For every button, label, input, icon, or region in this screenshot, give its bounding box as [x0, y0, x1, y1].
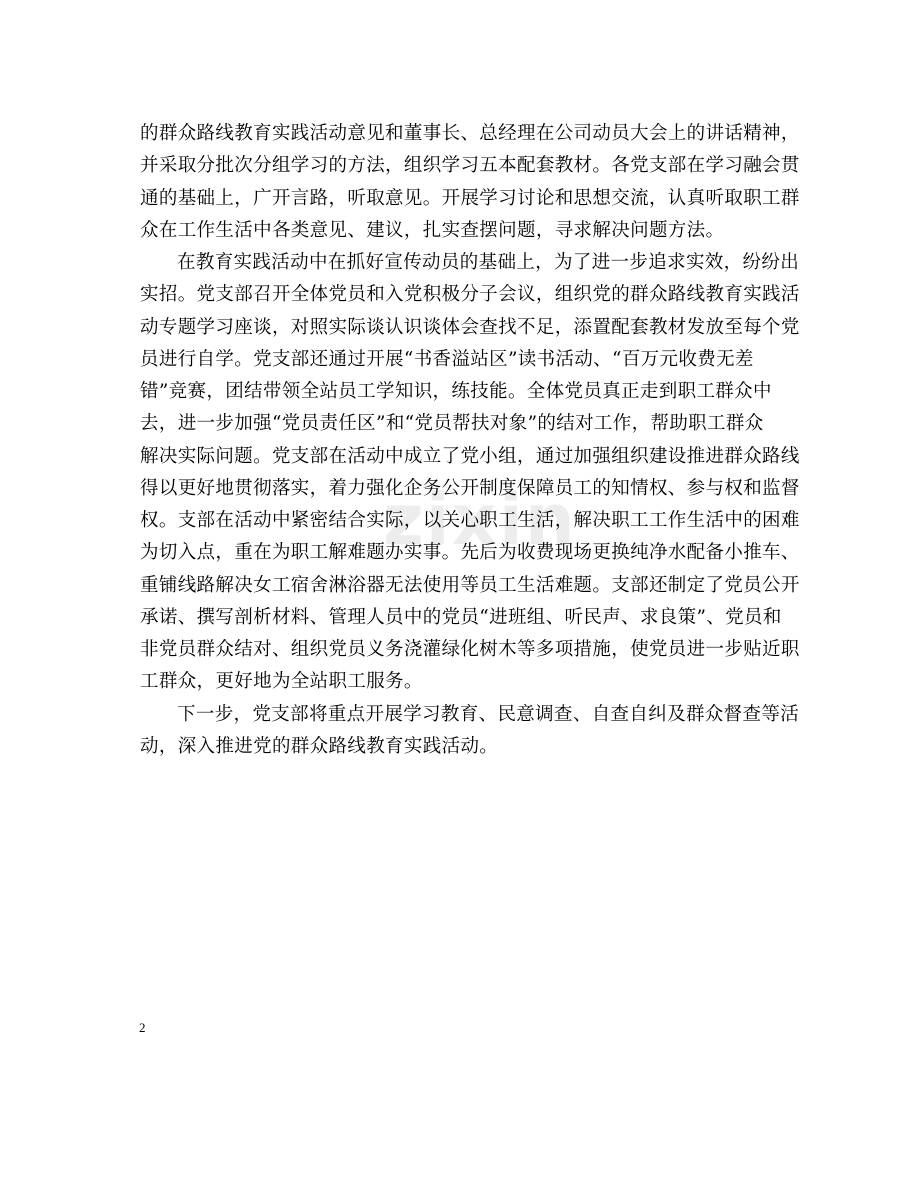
text-line: 工群众，更好地为全站职工服务。: [140, 671, 423, 693]
text-line: 错”竞赛，团结带领全站员工学知识，练技能。全体党员真正走到职工群众中: [140, 381, 772, 402]
text-line: 动，深入推进党的群众路线教育实践活动。: [140, 735, 499, 757]
text-line: 为切入点，重在为职工解难题办实事。先后为收费现场更换纯净水配备小推车、: [140, 542, 800, 564]
text-line: 去，进一步加强“党员责任区”和“党员帮扶对象”的结对工作，帮助职工群众: [140, 413, 764, 435]
text-line: 得以更好地贯彻落实，着力强化企务公开制度保障员工的知情权、参与权和监督: [140, 477, 800, 499]
text-line: 重铺线路解决女工宿舍淋浴器无法使用等员工生活难题。支部还制定了党员公开: [140, 574, 800, 596]
text-line: 通的基础上，广开言路，听取意见。开展学习讨论和思想交流，认真听取职工群: [140, 187, 800, 209]
watermark-logo: zixin: [383, 479, 577, 561]
text-line: 非党员群众结对、组织党员义务浇灌绿化树木等多项措施，使党员进一步贴近职: [140, 639, 800, 660]
text-line: 在教育实践活动中在抓好宣传动员的基础上，为了进一步追求实效，纷纷出: [177, 252, 800, 273]
text-line: 下一步，党支部将重点开展学习教育、民意调查、自查自纠及群众督查等活: [177, 703, 800, 725]
text-line: 实招。党支部召开全体党员和入党积极分子会议，组织党的群众路线教育实践活: [140, 284, 800, 306]
paragraph: [140, 247, 800, 699]
text-line: 解决实际问题。党支部在活动中成立了党小组，通过加强组织建设推进群众路线: [140, 445, 800, 467]
paragraph: [140, 699, 800, 764]
paragraph: [140, 118, 800, 247]
text-line: 动专题学习座谈，对照实际谈认识谈体会查找不足，添置配套教材发放至每个党: [140, 316, 800, 338]
text-line: 承诺、撰写剖析材料、管理人员中的党员“进班组、听民声、求良策”、党员和: [140, 606, 782, 628]
text-line: 权。支部在活动中紧密结合实际，以关心职工生活，解决职工工作生活中的困难: [140, 510, 800, 531]
text-line: 众在工作生活中各类意见、建议，扎实查摆问题，寻求解决问题方法。: [140, 219, 725, 241]
text-line: 员进行自学。党支部还通过开展“书香溢站区”读书活动、“百万元收费无差: [140, 348, 754, 370]
text-line: 的群众路线教育实践活动意见和董事长、总经理在公司动员大会上的讲话精神，: [140, 123, 800, 144]
body-text: [140, 118, 800, 763]
text-line: 并采取分批次分组学习的方法，组织学习五本配套教材。各党支部在学习融会贯: [140, 155, 800, 177]
page-number: 2: [139, 1020, 146, 1035]
